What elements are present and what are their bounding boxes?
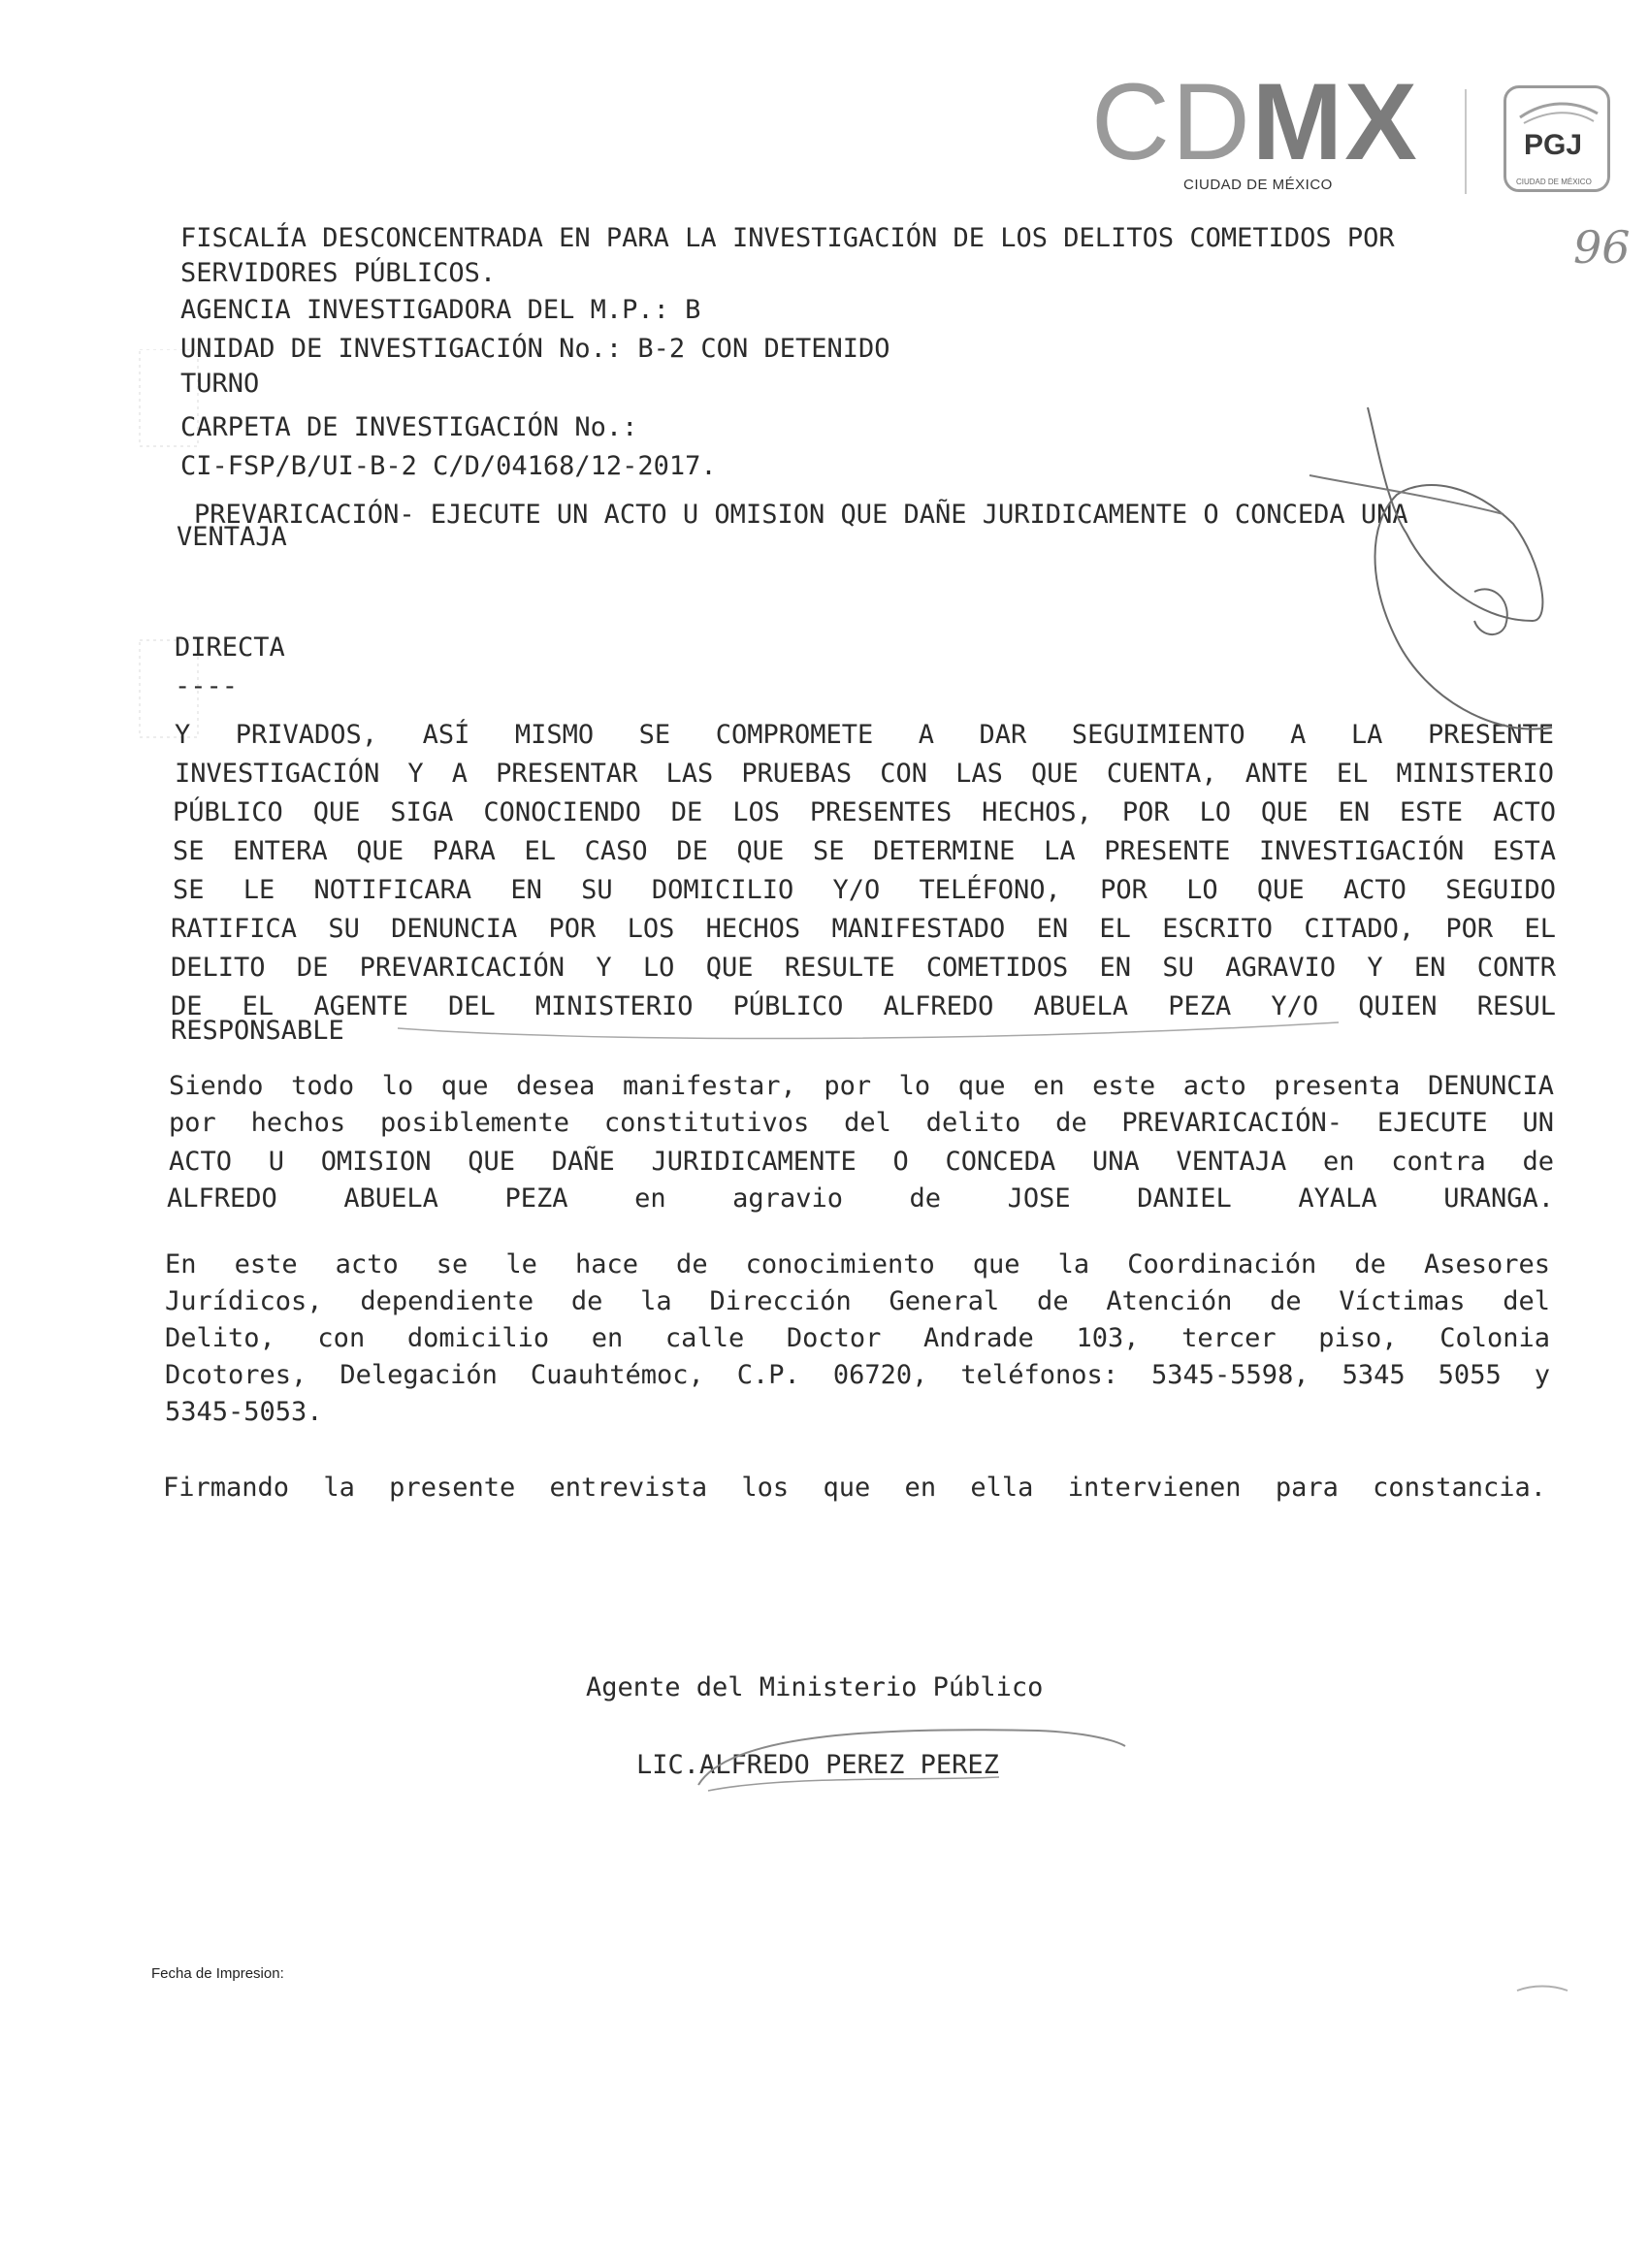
pgj-small-label: CIUDAD DE MÉXICO bbox=[1516, 178, 1592, 186]
handwritten-page-number: 96 bbox=[1573, 221, 1631, 274]
pgj-seal-icon bbox=[1504, 85, 1610, 192]
signature-title: Agente del Ministerio Público bbox=[586, 1672, 1044, 1702]
paragraph1-line-7: DELITO DE PREVARICACIÓN Y LO QUE RESULTE COMETIDOS EN SU AGRAVIO Y EN CONTR bbox=[171, 953, 1556, 983]
pgj-swoosh-icon bbox=[1506, 92, 1607, 131]
cdmx-wordmark bbox=[1091, 61, 1426, 182]
paragraph2-line-2: por hechos posiblemente constitutivos del delito de PREVARICACIÓN- EJECUTE UN bbox=[169, 1108, 1554, 1138]
paragraph1-line-5: SE LE NOTIFICARA EN SU DOMICILIO Y/O TELÉFONO, POR LO QUE ACTO SEGUIDO bbox=[173, 875, 1556, 905]
header-line-2: SERVIDORES PÚBLICOS. bbox=[180, 258, 497, 288]
paragraph3-line-1: En este acto se le hace de conocimiento que la Coordinación de Asesores bbox=[165, 1249, 1550, 1280]
pen-stroke-icon bbox=[388, 999, 1358, 1048]
directa-label: DIRECTA bbox=[175, 632, 285, 663]
dashes-line: ---- bbox=[175, 671, 239, 701]
cdmx-wordmark-bold: MX bbox=[1251, 61, 1419, 182]
cdmx-logo bbox=[1091, 61, 1426, 194]
paragraph1-line-4: SE ENTERA QUE PARA EL CASO DE QUE SE DETERMINE LA PRESENTE INVESTIGACIÓN ESTA bbox=[173, 836, 1556, 866]
header-line-9: VENTAJA bbox=[177, 522, 287, 552]
paragraph1-line-2: INVESTIGACIÓN Y A PRESENTAR LAS PRUEBAS CON LAS QUE CUENTA, ANTE EL MINISTERIO bbox=[175, 759, 1554, 789]
paragraph1-line-3: PÚBLICO QUE SIGA CONOCIENDO DE LOS PRESENTES HECHOS, POR LO QUE EN ESTE ACTO bbox=[173, 797, 1556, 827]
paragraph3-line-5: 5345-5053. bbox=[165, 1397, 323, 1427]
paragraph2-line-1: Siendo todo lo que desea manifestar, por lo que en este acto presenta DENUNCIA bbox=[169, 1071, 1554, 1101]
closing-line: Firmando la presente entrevista los que en ella intervienen para constancia. bbox=[163, 1473, 1546, 1503]
cdmx-wordmark-light: CD bbox=[1091, 61, 1252, 182]
header-line-4: UNIDAD DE INVESTIGACIÓN No.: B-2 CON DETENIDO bbox=[180, 334, 890, 364]
header-line-3: AGENCIA INVESTIGADORA DEL M.P.: B bbox=[180, 295, 701, 325]
header-line-7: CI-FSP/B/UI-B-2 C/D/04168/12-2017. bbox=[180, 451, 717, 481]
paragraph2-line-4: ALFREDO ABUELA PEZA en agravio de JOSE DANIEL AYALA URANGA. bbox=[167, 1183, 1554, 1214]
cdmx-subtitle: CIUDAD DE MÉXICO bbox=[1183, 177, 1333, 193]
header-line-5: TURNO bbox=[180, 369, 260, 399]
header-line-8: PREVARICACIÓN- EJECUTE UN ACTO U OMISION QUE DAÑE JURIDICAMENTE O CONCEDA UNA bbox=[194, 500, 1408, 530]
paragraph3-line-4: Dcotores, Delegación Cuauhtémoc, C.P. 06720, teléfonos: 5345-5598, 5345 5055 y bbox=[165, 1360, 1550, 1390]
paragraph1-line-9: RESPONSABLE bbox=[171, 1016, 344, 1046]
signature-scribble-icon bbox=[669, 1717, 1135, 1804]
logo-divider bbox=[1465, 89, 1467, 194]
corner-mark-icon bbox=[1513, 1979, 1571, 1998]
header-line-1: FISCALÍA DESCONCENTRADA EN PARA LA INVESTIGACIÓN DE LOS DELITOS COMETIDOS POR bbox=[180, 223, 1395, 253]
paragraph3-line-3: Delito, con domicilio en calle Doctor Andrade 103, tercer piso, Colonia bbox=[165, 1323, 1550, 1353]
paragraph1-line-6: RATIFICA SU DENUNCIA POR LOS HECHOS MANIFESTADO EN EL ESCRITO CITADO, POR EL bbox=[171, 914, 1556, 944]
paragraph2-line-3: ACTO U OMISION QUE DAÑE JURIDICAMENTE O CONCEDA UNA VENTAJA en contra de bbox=[169, 1147, 1554, 1177]
signature-name: LIC.ALFREDO PEREZ PEREZ bbox=[636, 1750, 999, 1780]
handwritten-signature-icon bbox=[1280, 388, 1571, 757]
print-date-label: Fecha de Impresion: bbox=[151, 1965, 284, 1982]
header-line-6: CARPETA DE INVESTIGACIÓN No.: bbox=[180, 412, 638, 442]
pgj-label: PGJ bbox=[1524, 129, 1583, 161]
paragraph1-line-8: DE EL AGENTE DEL MINISTERIO PÚBLICO ALFREDO ABUELA PEZA Y/O QUIEN RESUL bbox=[171, 991, 1556, 1021]
paragraph1-line-1: Y PRIVADOS, ASÍ MISMO SE COMPROMETE A DAR SEGUIMIENTO A LA PRESENTE bbox=[175, 720, 1554, 750]
paragraph3-line-2: Jurídicos, dependiente de la Dirección General de Atención de Víctimas del bbox=[165, 1286, 1550, 1316]
